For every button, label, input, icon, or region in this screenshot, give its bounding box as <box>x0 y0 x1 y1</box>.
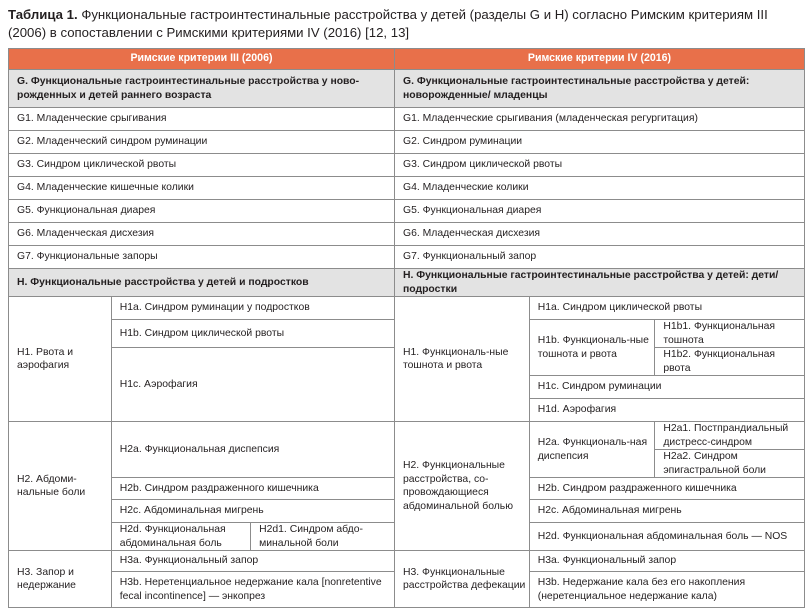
g-row-left: G3. Синдром циклической рвоты <box>9 154 395 177</box>
h2b-left: H2b. Синдром раздраженного кишечника <box>111 478 394 500</box>
h3b-right: H3b. Недержание кала без его накопления (неретенциальное недержание кала) <box>529 572 804 608</box>
h1b1-right: H1b1. Функциональная тошнота <box>655 320 805 348</box>
h1c-right: H1c. Синдром руминации <box>529 376 804 399</box>
g-row-left: G1. Младенческие срыгивания <box>9 108 395 131</box>
section-h-right: H. Функциональные гастроинтестинальные расстройства у детей: дети/подростки <box>394 269 804 297</box>
section-g-left: G. Функциональные гастроинтестинальные расстройства у ново-рожденных и детей раннего возраста <box>9 70 395 108</box>
h2a-right: H2a. Функциональ-ная диспепсия <box>529 422 655 478</box>
table-caption <box>8 6 803 42</box>
g-row-left: G2. Младенческий синдром руминации <box>9 131 395 154</box>
h2c-left: H2c. Абдоминальная мигрень <box>111 500 394 523</box>
header-rome-iii: Римские критерии III (2006) <box>9 49 395 70</box>
g-row-right: G2. Синдром руминации <box>394 131 804 154</box>
g-row-right: G4. Младенческие колики <box>394 177 804 200</box>
g-row-left: G5. Функциональная диарея <box>9 200 395 223</box>
h3-left-group: H3. Запор и недержание <box>9 551 112 608</box>
h2d1-left: H2d1. Синдром абдо-минальной боли <box>251 523 395 551</box>
section-g-right: G. Функциональные гастроинтестинальные расстройства у детей: новорожденные/ младенцы <box>394 70 804 108</box>
h1d-right: H1d. Аэрофагия <box>529 399 804 422</box>
h2b-right: H2b. Синдром раздраженного кишечника <box>529 478 804 500</box>
h1a-right: H1a. Синдром циклической рвоты <box>529 297 804 320</box>
h2-left-group: H2. Абдоми-нальные боли <box>9 422 112 551</box>
g-row-right: G5. Функциональная диарея <box>394 200 804 223</box>
rome-criteria-table <box>8 48 805 608</box>
g-row-right: G3. Синдром циклической рвоты <box>394 154 804 177</box>
h2a2-right: H2a2. Синдром эпигастральной боли <box>655 450 805 478</box>
g-row-right: G1. Младенческие срыгивания (младенческая регургитация) <box>394 108 804 131</box>
h1b-left: H1b. Синдром циклической рвоты <box>111 320 394 348</box>
section-h-left: H. Функциональные расстройства у детей и подростков <box>9 269 395 297</box>
h1a-left: H1a. Синдром руминации у подростков <box>111 297 394 320</box>
g-row-left: G7. Функциональные запоры <box>9 246 395 269</box>
h1b2-right: H1b2. Функциональная рвота <box>655 348 805 376</box>
caption-text: Функциональные гастроинтестинальные расстройства у детей (разделы G и H) согласно Римским критериям III (2006) в сопоставлении с Римскими критериями IV (2016) [12, 13] <box>8 7 768 40</box>
header-rome-iv: Римские критерии IV (2016) <box>394 49 804 70</box>
h1-left-group: H1. Рвота и аэрофагия <box>9 297 112 422</box>
h3a-right: H3a. Функциональный запор <box>529 551 804 572</box>
h3a-left: H3a. Функциональный запор <box>111 551 394 572</box>
h2d-left: H2d. Функциональная абдоминальная боль <box>111 523 250 551</box>
h1b-right: H1b. Функциональ-ные тошнота и рвота <box>529 320 655 376</box>
h1-right-group: H1. Функциональ-ные тошнота и рвота <box>394 297 529 422</box>
h1c-left: H1c. Аэрофагия <box>111 348 394 422</box>
caption-label: Таблица 1. <box>8 7 78 22</box>
g-row-left: G4. Младенческие кишечные колики <box>9 177 395 200</box>
h2a1-right: H2a1. Постпрандиальный дистресс-синдром <box>655 422 805 450</box>
h2c-right: H2c. Абдоминальная мигрень <box>529 500 804 523</box>
g-row-right: G6. Младенческая дисхезия <box>394 223 804 246</box>
h2d-right: H2d. Функциональная абдоминальная боль — NOS <box>529 523 804 551</box>
h3-right-group: H3. Функциональные расстройства дефекации <box>394 551 529 608</box>
h2a-left: H2a. Функциональная диспепсия <box>111 422 394 478</box>
h3b-left: H3b. Неретенциальное недержание кала [nonretentive fecal incontinence] — энкопрез <box>111 572 394 608</box>
g-row-left: G6. Младенческая дисхезия <box>9 223 395 246</box>
g-row-right: G7. Функциональный запор <box>394 246 804 269</box>
h2-right-group: H2. Функциональные расстройства, со-провождающиеся абдоминальной болью <box>394 422 529 551</box>
